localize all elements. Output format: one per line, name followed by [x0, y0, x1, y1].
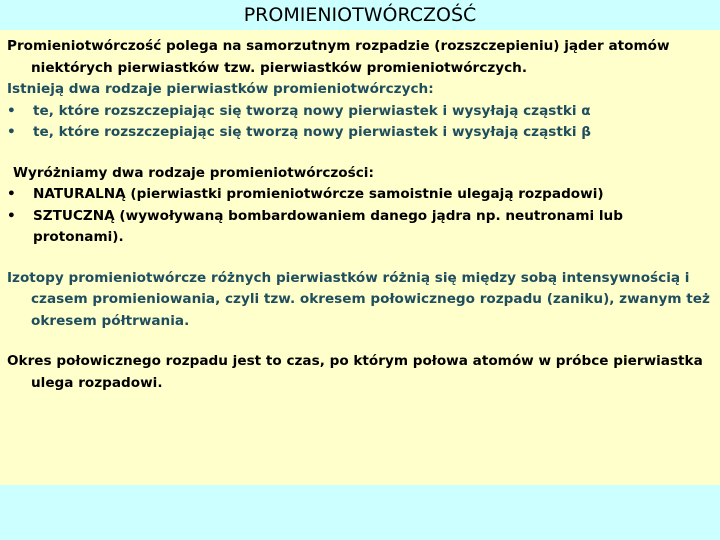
spacer — [7, 144, 712, 163]
kinds-intro: Wyróżniamy dwa rodzaje promieniotwórczości: — [13, 164, 374, 181]
list-item — [7, 101, 712, 123]
bullet-icon: • — [7, 186, 16, 202]
bullet-icon: • — [7, 207, 16, 224]
spacer — [7, 249, 712, 268]
spacer — [7, 332, 712, 351]
isotopes-paragraph: Izotopy promieniotwórcze różnych pierwiastków różnią się między sobą intensywnością i czasem promieniowania, czyli tzw. okresem połowicznego rozpadu (zaniku), zwanym też okresem półtrwania. — [7, 269, 710, 329]
slide-title: PROMIENIOTWÓRCZOŚĆ — [243, 4, 477, 26]
bullet-icon: • — [7, 102, 16, 119]
kind-natural: NATURALNĄ (pierwiastki promieniotwórcze samoistnie ulegają rozpadowi) — [33, 186, 604, 202]
list-item — [7, 184, 712, 206]
definition-paragraph: Promieniotwórczość polega na samorzutnym rozpadzie (rozszczepieniu) jąder atomów niektórych pierwiastków tzw. pierwiastków promieniotwórczych. — [7, 38, 670, 76]
list-item — [7, 206, 712, 249]
bullet-icon: • — [7, 124, 16, 140]
half-life-paragraph: Okres połowicznego rozpadu jest to czas, po którym połowa atomów w próbce pierwiastka ulega rozpadowi. — [7, 353, 703, 391]
types-intro: Istnieją dwa rodzaje pierwiastków promieniotwórczych: — [7, 81, 434, 97]
type-alpha: te, które rozszczepiając się tworzą nowy pierwiastek i wysyłają cząstki α — [33, 102, 591, 119]
kind-artificial: SZTUCZNĄ (wywoływaną bombardowaniem danego jądra np. neutronami lub protonami). — [33, 207, 623, 245]
list-item — [7, 122, 712, 144]
type-beta: te, które rozszczepiając się tworzą nowy pierwiastek i wysyłają cząstki β — [33, 124, 592, 140]
content-panel — [0, 30, 720, 485]
